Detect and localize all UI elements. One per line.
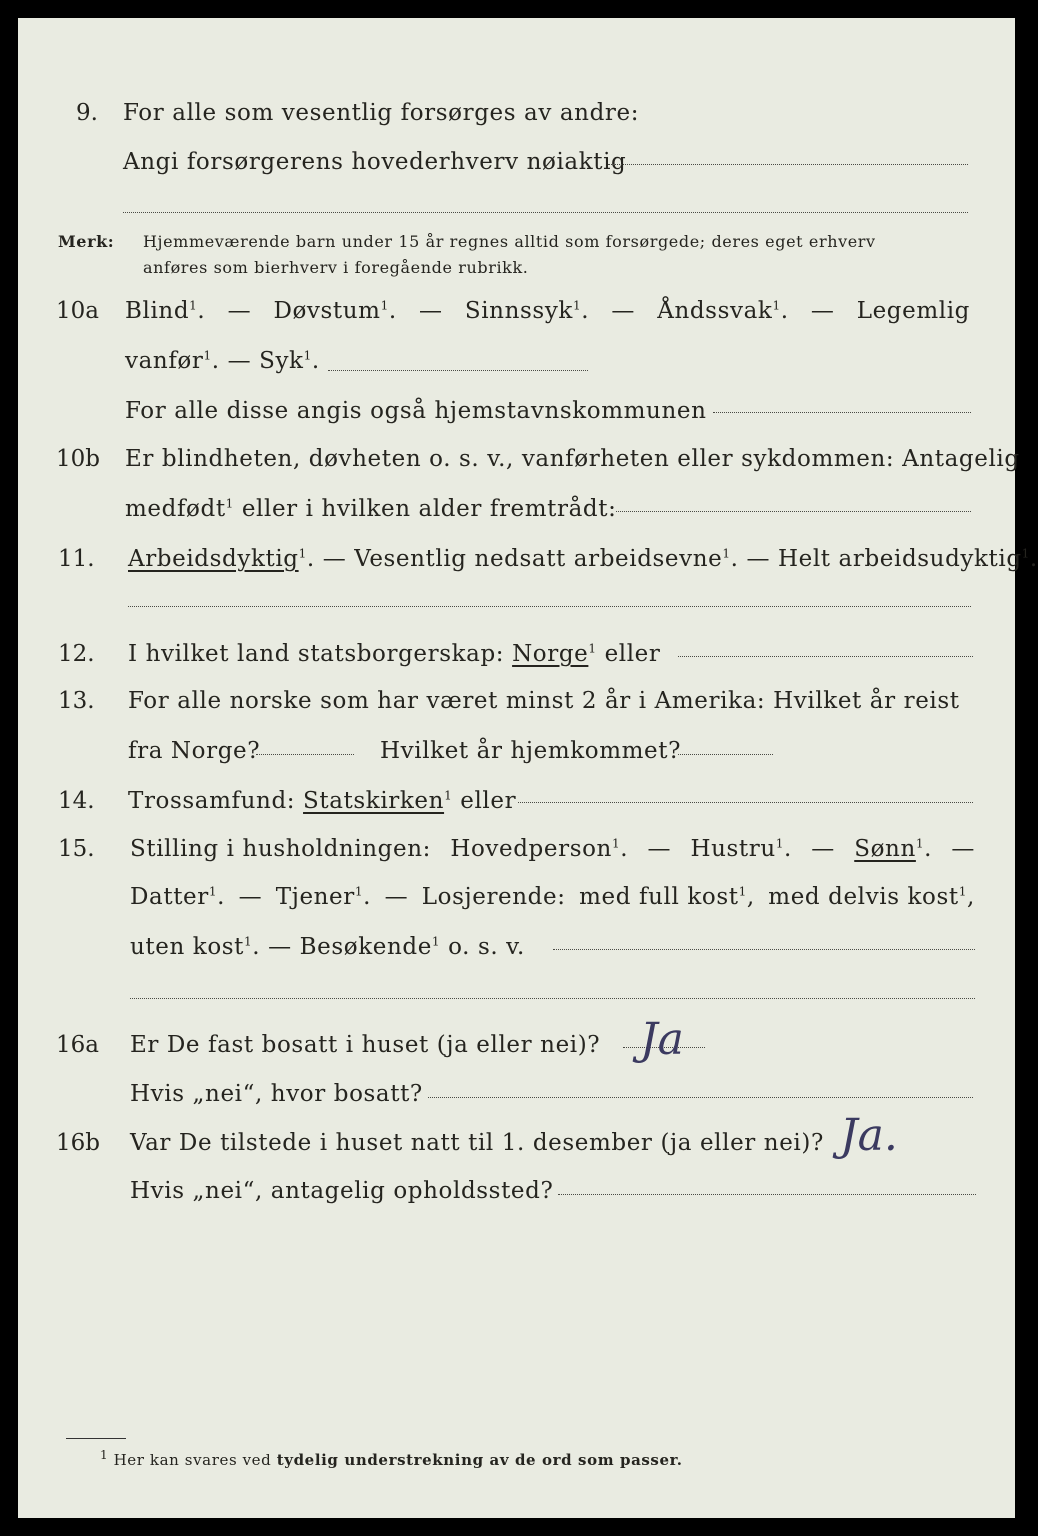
q12-eller: eller: [604, 641, 661, 667]
q10a-syk-answer-line[interactable]: [328, 370, 588, 371]
q9-answer-line-2[interactable]: [123, 212, 968, 213]
option-vanfor[interactable]: vanfør: [125, 348, 204, 374]
q10b-line2: medfødt$^1$ eller i hvilken alder fremtrådt:: [125, 496, 617, 522]
q14-text: Trossamfund:: [128, 788, 296, 814]
option-medfodt[interactable]: medfødt: [125, 496, 226, 522]
q10a-number: 10a: [56, 298, 99, 324]
option-besokende[interactable]: Besøkende: [299, 934, 432, 960]
q15-lead: Stilling i husholdningen:: [130, 836, 431, 862]
q10a-line3: For alle disse angis også hjemstavnskommunen: [125, 398, 707, 424]
separator: —: [810, 298, 835, 324]
option-andssvak[interactable]: Åndssvak: [657, 298, 773, 324]
option-blind[interactable]: Blind: [125, 298, 190, 324]
q14-answer-line[interactable]: [518, 802, 973, 803]
census-form-sheet: [18, 18, 1038, 1518]
q13-hjemkommet: Hvilket år hjemkommet?: [380, 738, 682, 764]
q13-fra-norge: fra Norge?: [128, 738, 261, 764]
footnote-mark: 1: [100, 1448, 109, 1462]
q10a-hjemstavn-answer-line[interactable]: [713, 412, 971, 413]
option-syk[interactable]: Syk: [259, 348, 304, 374]
option-arbeidsdyktig[interactable]: Arbeidsdyktig: [128, 546, 299, 572]
q10b-line1: Er blindheten, døvheten o. s. v., vanførheten eller sykdommen: Antagelig: [125, 446, 1020, 472]
q13-hjemkommet-answer-line[interactable]: [678, 754, 773, 755]
q10b-number: 10b: [56, 446, 100, 472]
q15-line2: Datter$^1$. — Tjener$^1$. — Losjerende: med full kost$^1$, med delvis kost$^1$,: [130, 884, 975, 910]
q9-answer-line[interactable]: [608, 164, 968, 165]
option-dovstum[interactable]: Døvstum: [273, 298, 381, 324]
q9-line2: Angi forsørgerens hovederhverv nøiaktig: [123, 149, 627, 175]
q16a-number: 16a: [56, 1032, 99, 1058]
option-tjener[interactable]: Tjener: [275, 884, 355, 910]
q10a-line2: vanfør$^1$. — Syk$^1$.: [125, 348, 320, 374]
q15-osv: o. s. v.: [448, 934, 525, 960]
option-norge[interactable]: Norge: [512, 641, 589, 667]
separator: —: [611, 298, 635, 324]
q13-number: 13.: [58, 688, 95, 714]
q11-number: 11.: [58, 546, 95, 572]
q14-number: 14.: [58, 788, 95, 814]
q12-answer-line[interactable]: [678, 656, 973, 657]
q16a-bosatt-answer-line[interactable]: [428, 1097, 973, 1098]
footnote-text: Her kan svares ved: [113, 1451, 272, 1469]
merk-line2: anføres som bierhverv i foregående rubrikk.: [143, 258, 529, 277]
q15-line1: Stilling i husholdningen: Hovedperson$^1$. — Hustru$^1$. — Sønn$^1$. —: [130, 836, 975, 862]
q14-line: Trossamfund: Statskirken$^1$ eller: [128, 788, 517, 814]
q11-line1: Arbeidsdyktig$^1$. — Vesentlig nedsatt arbeidsevne$^1$. — Helt arbeidsudyktig$^1$.: [128, 546, 1038, 572]
option-uten-kost[interactable]: uten kost: [130, 934, 245, 960]
option-legemlig[interactable]: Legemlig: [856, 298, 970, 324]
separator: —: [419, 298, 443, 324]
option-hustru[interactable]: Hustru: [690, 836, 776, 862]
footnote-rule: [66, 1438, 126, 1439]
q9-number: 9.: [76, 100, 98, 126]
q10a-line1: Blind$^1$. — Døvstum$^1$. — Sinnssyk$^1$. — Åndssvak$^1$. — Legemlig: [125, 298, 970, 324]
q13-line1: For alle norske som har været minst 2 år i Amerika: Hvilket år reist: [128, 688, 960, 714]
q12-text: I hvilket land statsborgerskap:: [128, 641, 505, 667]
q12-line: I hvilket land statsborgerskap: Norge$^1$ eller: [128, 641, 661, 667]
option-sonn[interactable]: Sønn: [854, 836, 916, 862]
option-vesentlig-nedsatt[interactable]: Vesentlig nedsatt arbeidsevne: [354, 546, 723, 572]
option-helt-arbeidsudyktig[interactable]: Helt arbeidsudyktig: [777, 546, 1022, 572]
option-full-kost[interactable]: med full kost: [579, 884, 739, 910]
q16a-line1: Er De fast bosatt i huset (ja eller nei)?: [130, 1032, 601, 1058]
footnote: [100, 1448, 683, 1469]
q16b-line2: Hvis „nei“, antagelig opholdssted?: [130, 1178, 554, 1204]
option-losjerende: Losjerende:: [421, 884, 566, 910]
q12-number: 12.: [58, 641, 95, 667]
q16b-handwritten-answer: Ja.: [840, 1110, 898, 1161]
q15-number: 15.: [58, 836, 95, 862]
option-datter[interactable]: Datter: [130, 884, 209, 910]
q16b-number: 16b: [56, 1130, 100, 1156]
option-statskirken[interactable]: Statskirken: [303, 788, 445, 814]
q16b-opholdssted-answer-line[interactable]: [558, 1194, 976, 1195]
merk-label: Merk:: [58, 232, 115, 251]
merk-line1: Hjemmeværende barn under 15 år regnes alltid som forsørgede; deres eget erhverv: [143, 232, 876, 251]
q9-line1: For alle som vesentlig forsørges av andre:: [123, 100, 640, 126]
option-sinnssyk[interactable]: Sinnssyk: [464, 298, 573, 324]
q15-answer-line-2[interactable]: [130, 998, 975, 999]
q15-line3: uten kost$^1$. — Besøkende$^1$ o. s. v.: [130, 934, 525, 960]
q15-answer-line[interactable]: [553, 949, 975, 950]
option-delvis-kost[interactable]: med delvis kost: [768, 884, 959, 910]
option-hovedperson[interactable]: Hovedperson: [450, 836, 612, 862]
separator: —: [227, 298, 252, 324]
q10b-line2-rest: eller i hvilken alder fremtrådt:: [241, 496, 617, 522]
q11-answer-line[interactable]: [128, 606, 971, 607]
q16a-line2: Hvis „nei“, hvor bosatt?: [130, 1081, 423, 1107]
q14-eller: eller: [460, 788, 517, 814]
q16a-handwritten-answer: Ja: [640, 1014, 684, 1065]
q16b-line1: Var De tilstede i huset natt til 1. desember (ja eller nei)?: [130, 1130, 824, 1156]
q10b-answer-line[interactable]: [616, 511, 971, 512]
q13-reist-answer-line[interactable]: [256, 754, 354, 755]
footnote-text-bold: tydelig understrekning av de ord som passer.: [276, 1451, 683, 1469]
